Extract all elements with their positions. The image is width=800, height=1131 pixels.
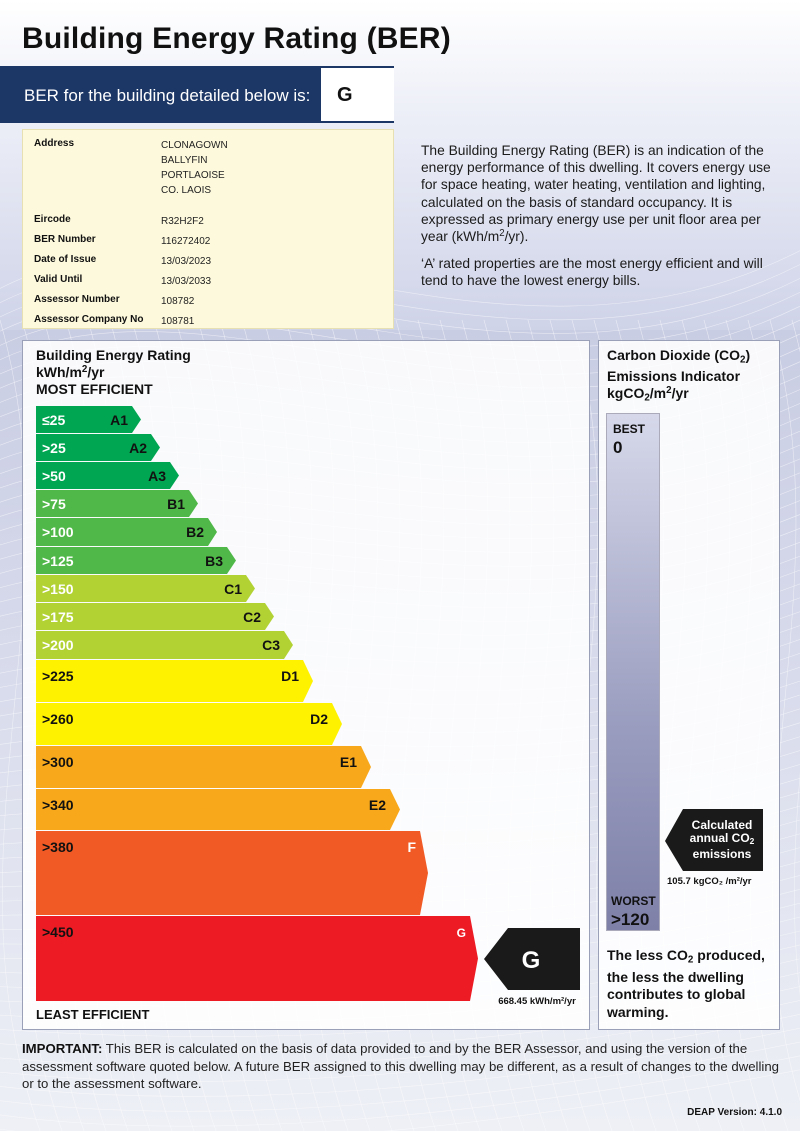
subscript: 2	[687, 954, 694, 966]
ber-band-range: >125	[42, 553, 74, 569]
ber-band-grade: C2	[243, 609, 261, 625]
banner-label: BER for the building detailed below is:	[24, 86, 311, 105]
ber-band-grade: A3	[148, 468, 166, 484]
important-label: IMPORTANT:	[22, 1041, 103, 1056]
ber-band-d2	[36, 703, 342, 745]
ber-band-bar	[36, 789, 400, 830]
deap-version: DEAP Version: 4.1.0	[687, 1107, 782, 1118]
subscript: 2	[749, 836, 755, 847]
ber-band-e1	[36, 746, 371, 788]
ber-band-grade: C1	[224, 581, 242, 597]
superscript: 2	[81, 364, 88, 376]
banner-rating: G	[321, 68, 394, 121]
ber-band-c2	[36, 603, 274, 630]
ber-banner	[0, 66, 394, 123]
co2-worst-value: >120	[611, 910, 650, 929]
note-text: The less CO	[607, 947, 688, 963]
ber-description	[421, 142, 786, 290]
ber-band-grade: A1	[110, 412, 128, 428]
detail-label: Valid Until	[34, 274, 83, 285]
important-notice	[22, 1040, 792, 1093]
co2-value: 105.7 kgCO₂ /m²/yr	[667, 876, 752, 887]
ber-scale-panel	[22, 340, 590, 1030]
detail-label: BER Number	[34, 234, 96, 245]
description-paragraph-1	[421, 142, 786, 245]
least-efficient-label: LEAST EFFICIENT	[36, 1007, 150, 1022]
co2-heading	[607, 347, 750, 407]
indicator-value: 668.45 kWh/m²/yr	[498, 996, 576, 1007]
arrow-text: annual CO	[689, 831, 750, 845]
heading-text: Carbon Dioxide (CO	[607, 347, 741, 363]
co2-best-value: 0	[613, 438, 623, 457]
ber-band-range: >75	[42, 496, 66, 512]
arrow-line	[681, 832, 763, 848]
description-text: /yr).	[504, 229, 529, 245]
detail-label: Eircode	[34, 214, 71, 225]
ber-band-a1	[36, 406, 141, 433]
ber-band-c3	[36, 631, 293, 659]
co2-panel	[598, 340, 780, 1030]
co2-heading-line1	[607, 347, 750, 368]
ber-scale-chart	[23, 341, 589, 1029]
ber-band-range: >450	[42, 924, 74, 940]
ber-band-a3	[36, 462, 179, 489]
ber-band-range: >225	[42, 668, 74, 684]
property-details	[22, 129, 394, 329]
co2-best-label: BEST	[613, 422, 646, 436]
most-efficient-label: MOST EFFICIENT	[36, 381, 153, 397]
detail-value: 108782	[161, 296, 195, 307]
detail-label: Assessor Company No	[34, 314, 144, 325]
ber-band-grade: E1	[339, 754, 357, 770]
ber-band-range: >100	[42, 524, 74, 540]
ber-band-range: >340	[42, 797, 74, 813]
unit-text: /m	[649, 385, 667, 402]
unit-text: kgCO	[607, 385, 645, 402]
ber-band-grade: A2	[129, 440, 147, 456]
ber-band-range: >380	[42, 839, 74, 855]
ber-band-f	[36, 831, 428, 915]
ber-band-grade: B2	[186, 524, 204, 540]
note-text: produced, the less the dwelling contributes to global warming.	[607, 947, 765, 1020]
superscript: 2	[499, 228, 505, 240]
detail-value: 13/03/2033	[161, 276, 212, 287]
ber-band-bar	[36, 916, 478, 1001]
ber-band-range: >175	[42, 609, 74, 625]
detail-label: Address	[34, 138, 75, 149]
co2-indicator-arrow	[665, 809, 765, 873]
indicator-grade: G	[521, 947, 541, 974]
detail-value: 13/03/2023	[161, 256, 212, 267]
description-text: The Building Energy Rating (BER) is an indication of the energy performance of this dwelling. It covers energy use for space heating, water heating, ventilation and lighting, calculated on the basis of standard occupancy. It is expressed as primary energy use per unit floor area per year (kWh/m	[421, 143, 771, 245]
co2-heading-line2: Emissions Indicator	[607, 368, 741, 385]
ber-band-d1	[36, 660, 313, 702]
detail-value: 116272402	[161, 236, 211, 247]
ber-band-grade: B3	[205, 553, 223, 569]
ber-band-range: >260	[42, 711, 74, 727]
detail-value: 108781	[161, 316, 195, 327]
arrow-line: Calculated	[691, 818, 753, 832]
arrow-line: emissions	[692, 847, 752, 862]
unit-text: kWh/m	[36, 364, 82, 380]
heading-text: )	[745, 347, 751, 363]
ber-band-grade: F	[407, 839, 416, 855]
ber-band-bar	[36, 746, 371, 788]
ber-band-grade: D2	[310, 711, 328, 727]
ber-band-bar	[36, 703, 342, 745]
ber-band-range: ≤25	[42, 412, 66, 428]
detail-value: R32H2F2	[161, 216, 204, 227]
unit-text: /yr	[671, 385, 689, 402]
ber-band-b3	[36, 547, 236, 574]
ber-band-grade: B1	[167, 496, 185, 512]
ber-band-bar	[36, 660, 313, 702]
ber-band-grade: G	[456, 926, 466, 940]
subscript: 2	[644, 392, 650, 404]
co2-scale-bar	[606, 413, 660, 931]
subscript: 2	[740, 354, 746, 366]
ber-band-range: >25	[42, 440, 66, 456]
ber-band-range: >300	[42, 754, 74, 770]
co2-worst-label: WORST	[611, 894, 656, 908]
ber-band-b2	[36, 518, 217, 546]
ber-heading-title: Building Energy Rating	[36, 347, 191, 363]
co2-arrow-text	[681, 819, 763, 861]
ber-indicator-arrow	[484, 928, 580, 1007]
superscript: 2	[666, 385, 672, 397]
unit-text: /yr	[87, 364, 105, 380]
ber-band-range: >150	[42, 581, 74, 597]
page-title: Building Energy Rating (BER)	[22, 22, 451, 55]
detail-value: CLONAGOWN BALLYFIN PORTLAOISE CO. LAOIS	[161, 140, 228, 196]
ber-band-range: >200	[42, 637, 74, 653]
co2-note	[607, 947, 777, 1021]
ber-band-grade: C3	[262, 637, 280, 653]
ber-band-range: >50	[42, 468, 66, 484]
co2-unit	[607, 385, 750, 406]
ber-band-b1	[36, 490, 198, 517]
ber-band-a2	[36, 434, 160, 461]
ber-band-bar	[36, 831, 428, 915]
ber-band-bar	[36, 631, 293, 659]
ber-band-grade: E2	[368, 797, 386, 813]
ber-band-g	[36, 916, 478, 1001]
detail-label: Assessor Number	[34, 294, 120, 305]
detail-label: Date of Issue	[34, 254, 97, 265]
important-text: This BER is calculated on the basis of data provided to and by the BER Assessor, and using the version of the assessment software quoted below. A future BER assigned to this dwelling may be different, as a result of changes to the dwelling or to the assessment software.	[22, 1041, 780, 1091]
ber-band-c1	[36, 575, 255, 602]
ber-band-e2	[36, 789, 400, 830]
ber-band-grade: D1	[281, 668, 299, 684]
description-paragraph-2: ‘A’ rated properties are the most energy efficient and will tend to have the lowest energy bills.	[421, 256, 763, 289]
